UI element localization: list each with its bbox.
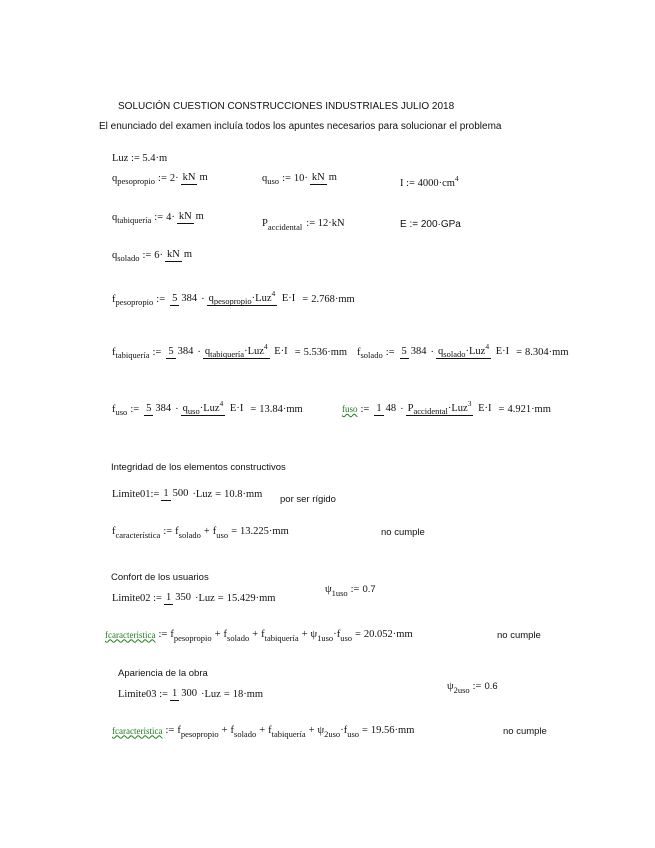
f-accidental-result: 4.921·mm [507, 403, 551, 415]
q-tabiqueria-definition: q tabiquería := 4 · kN m [112, 211, 204, 226]
f-solado-formula: f solado := 5 384 · $q_{solado}\cdot Luz^4$ E·I = 8.304·mm [357, 342, 569, 361]
p-accidental-definition: P accidental := 12·kN [262, 218, 345, 232]
psi1-uso-definition: ψ 1uso := 0.7 [325, 584, 376, 598]
q-solado-definition: q solado := 6 · kN m [112, 249, 193, 264]
page-subtitle: El enunciado del examen incluía todos los apuntes necesarios para solucionar el problema [99, 121, 502, 132]
f-caracteristica-confort-result: 20.052·mm [363, 629, 413, 640]
limite02-result: 15.429·mm [226, 592, 276, 604]
integridad-heading: Integridad de los elementos constructivos [111, 462, 286, 473]
apariencia-verdict: no cumple [503, 726, 547, 737]
f-uso-formula: f uso := 5 384 · $q_{uso}\cdot Luz^4$ E·I = 13.84·mm [112, 399, 303, 418]
confort-verdict: no cumple [497, 630, 541, 641]
luz-definition: Luz := 5.4·m [112, 153, 168, 164]
page-title: SOLUCIÓN CUESTION CONSTRUCCIONES INDUSTRIALES JULIO 2018 [118, 101, 455, 112]
f-uso-result: 13.84·mm [259, 403, 303, 415]
psi2-uso-definition: ψ 2uso := 0.6 [447, 681, 498, 695]
inertia-definition: I := 4000·cm 4 [400, 174, 459, 189]
f-accidental-label: fuso [342, 404, 358, 415]
q-uso-definition: q uso := 10 · kN m [262, 172, 337, 187]
f-caracteristica-apariencia-result: 19.56·mm [370, 725, 415, 736]
q-pesopropio-definition: q pesopropio := 2 · kN m [112, 172, 208, 187]
f-caracteristica-integridad-formula: f característica := f solado + f uso = 13.225·mm [112, 526, 289, 540]
integridad-verdict: no cumple [381, 527, 425, 538]
limite02-formula: Limite02 := 1 350 · Luz = 15.429·mm [112, 592, 276, 604]
f-solado-result: 8.304·mm [525, 346, 569, 358]
f-tabiqueria-result: 5.536·mm [303, 346, 348, 358]
limite03-result: 18·mm [232, 688, 264, 700]
apariencia-heading: Apariencia de la obra [118, 668, 208, 679]
f-caracteristica-apariencia-label: fcaracteristica [112, 725, 163, 736]
rigid-note: por ser rígido [280, 494, 336, 505]
f-accidental-formula: fuso := 1 48 · $P_{accidental}\cdot Luz^3$ E·I = 4.921·mm [342, 399, 551, 416]
confort-heading: Confort de los usuarios [111, 572, 209, 583]
f-caracteristica-apariencia-formula: fcaracteristica := f pesopropio + f solado + f tabiquería + ψ 2uso · f uso = 19.56·mm [112, 725, 415, 739]
elastic-modulus-definition: E := 200·GPa [400, 219, 461, 230]
limite01-result: 10.8·mm [224, 488, 263, 500]
f-caracteristica-confort-formula: fcaracteristica := f pesopropio + f solado + f tabiquería + ψ 1uso · f uso = 20.052·mm [105, 629, 413, 643]
f-pesopropio-formula: f pesopropio := 5 384 · $q_{pesopropio}\cdot Luz^4$ E·I = 2.768·mm [112, 289, 355, 308]
limite01-formula: Limite01:= 1 500 · Luz = 10.8·mm [112, 488, 263, 500]
f-caracteristica-integridad-result: 13.225·mm [240, 526, 289, 537]
limite03-formula: Limite03 := 1 300 · Luz = 18·mm [118, 688, 264, 700]
f-tabiqueria-formula: f tabiquería := 5 384 · $q_{tabiquería}\cdot Luz^4$ E·I = 5.536·mm [112, 342, 348, 361]
f-caracteristica-confort-label: fcaracteristica [105, 629, 156, 640]
f-pesopropio-result: 2.768·mm [311, 293, 355, 305]
